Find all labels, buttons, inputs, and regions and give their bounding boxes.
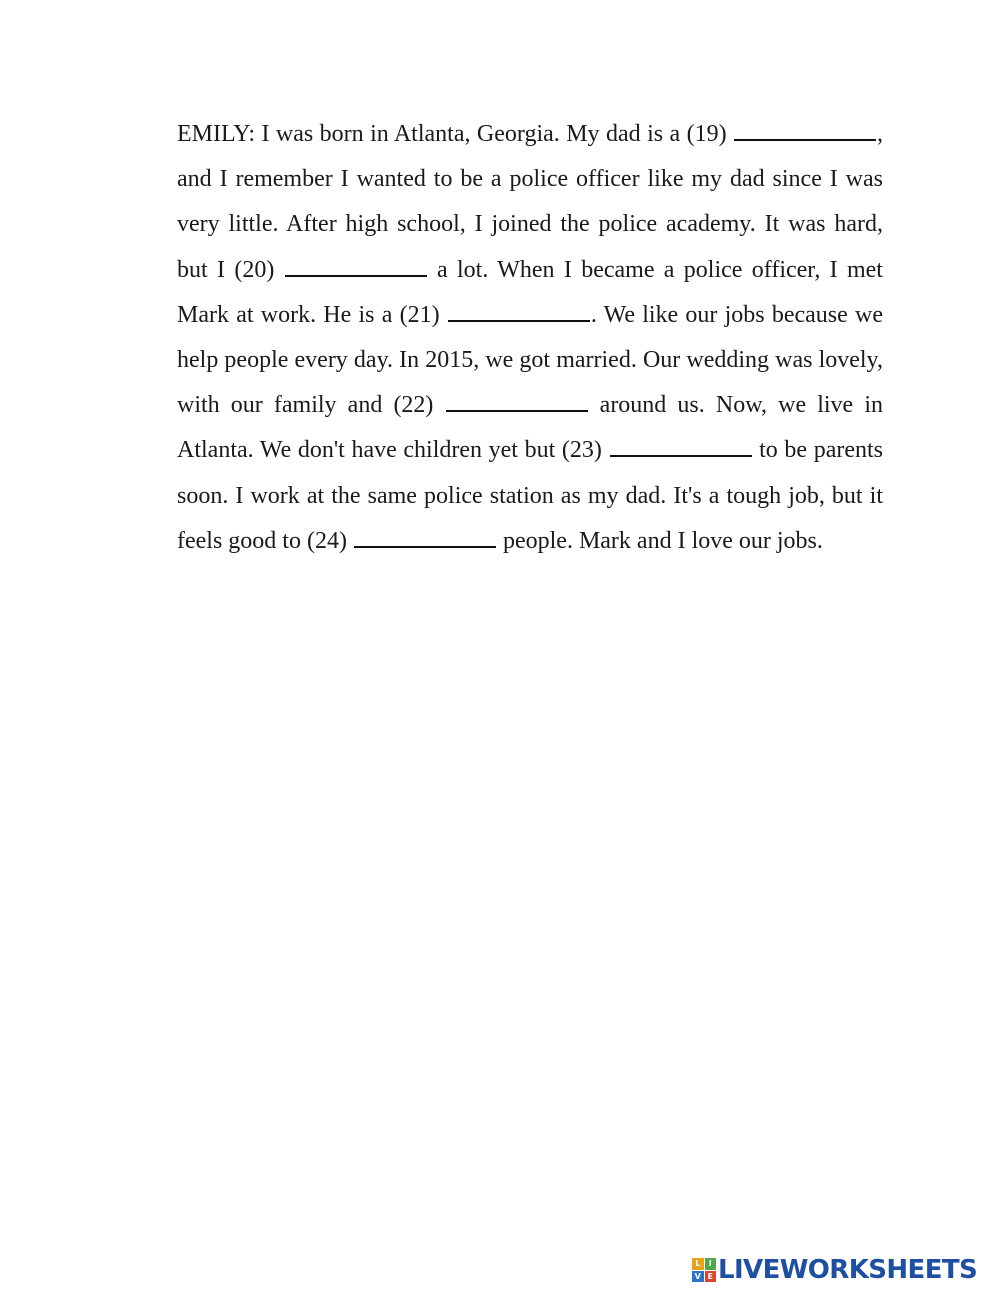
logo-tile: L	[692, 1258, 704, 1270]
answer-blank-21[interactable]	[448, 298, 590, 322]
answer-blank-23[interactable]	[610, 433, 752, 457]
passage-text: around us. Now, we live in Atlanta. We don't have children yet but (23)	[177, 392, 883, 464]
passage-text: to be parents soon. I work at the same police station as my dad. It's a tough job, but it feels good to (24)	[177, 437, 883, 554]
logo-tile: V	[692, 1271, 704, 1283]
worksheet-page	[177, 112, 883, 564]
logo-tile: E	[705, 1271, 717, 1283]
reading-passage	[177, 112, 883, 564]
logo-tile: I	[705, 1258, 717, 1270]
answer-blank-22[interactable]	[446, 388, 588, 412]
answer-blank-19[interactable]	[734, 117, 876, 141]
passage-text: people. Mark and I love our jobs.	[496, 527, 823, 554]
answer-blank-24[interactable]	[354, 524, 496, 548]
passage-text: a lot. When I became a police officer, I met Mark at work. He is a (21)	[177, 256, 883, 328]
liveworksheets-logo-icon	[692, 1258, 716, 1282]
passage-text: , and I remember I wanted to be a police officer like my dad since I was very little. After high school, I joined the police academy. It was hard, but I (20)	[177, 121, 883, 283]
answer-blank-20[interactable]	[285, 253, 427, 277]
passage-text: EMILY: I was born in Atlanta, Georgia. My dad is a (19)	[177, 121, 733, 147]
brand-wordmark: LIVEWORKSHEETS	[718, 1255, 978, 1285]
passage-text: . We like our jobs because we help people every day. In 2015, we got married. Our wedding was lovely, with our family and (22)	[177, 301, 884, 419]
liveworksheets-brand	[692, 1256, 977, 1284]
